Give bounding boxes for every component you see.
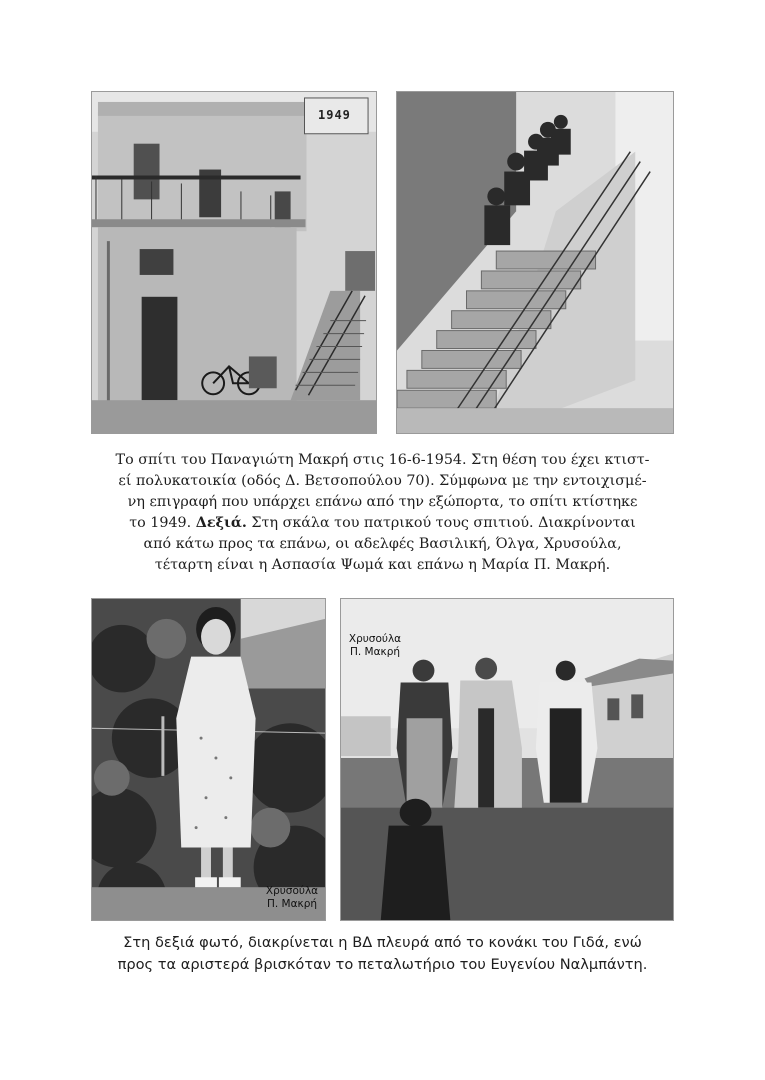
caption-text: το 1949. xyxy=(129,515,196,531)
top-caption xyxy=(60,450,705,576)
caption-line: από κάτω προς τα επάνω, οι αδελφές Βασιλική, Όλγα, Χρυσούλα, xyxy=(143,536,622,552)
label-line: Π. Μακρή xyxy=(349,646,401,658)
house-year-inset: 1949 xyxy=(318,108,351,122)
house-photo xyxy=(91,91,377,434)
label-line: Χρυσούλα xyxy=(348,633,402,645)
caption-line: νη επιγραφή που υπάρχει επάνω από την εξώπορτα, το σπίτι κτίστηκε xyxy=(127,494,638,510)
caption-line xyxy=(60,513,705,534)
girl-portrait-photo xyxy=(91,598,326,921)
staircase-photo xyxy=(396,91,674,434)
caption-line: τέταρτη είναι η Ασπασία Ψωμά και επάνω η Μαρία Π. Μακρή. xyxy=(154,557,611,573)
caption-text: Στη σκάλα του πατρικού τους σπιτιού. Διακρίνονται xyxy=(246,515,636,531)
three-women-label xyxy=(341,633,409,659)
label-line: Χρυσούλα xyxy=(265,885,319,897)
caption-bold-text: Δεξιά. xyxy=(195,515,247,531)
caption-line: προς τα αριστερά βρισκόταν το πεταλωτήριο του Ευγενίου Ναλμπάντη. xyxy=(117,956,648,973)
label-line: Π. Μακρή xyxy=(266,898,318,910)
caption-line: Το σπίτι του Παναγιώτη Μακρή στις 16-6-1954. Στη θέση του έχει κτιστ- xyxy=(115,452,650,468)
girl-portrait-label xyxy=(260,885,324,911)
caption-line: Στη δεξιά φωτό, διακρίνεται η ΒΔ πλευρά από το κονάκι του Γιδά, ενώ xyxy=(123,934,642,951)
bottom-caption xyxy=(55,932,710,976)
caption-line: εί πολυκατοικία (οδός Δ. Βετσοπούλου 70). Σύμφωνα με την εντοιχισμέ- xyxy=(118,473,647,489)
